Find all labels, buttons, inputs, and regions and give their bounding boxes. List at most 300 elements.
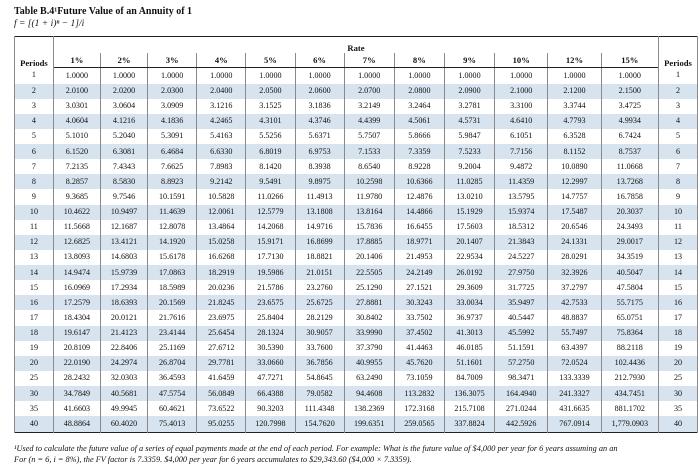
- factor-cell: 9.5491: [246, 174, 295, 189]
- factor-cell: 48.8837: [548, 310, 601, 325]
- factor-cell: 16.7858: [601, 189, 658, 204]
- table-row: [15, 174, 698, 189]
- factor-cell: 4.7793: [548, 114, 601, 129]
- factor-cell: 66.4388: [246, 386, 295, 401]
- period-cell-left: 30: [15, 386, 54, 401]
- factor-cell: 27.1521: [394, 280, 444, 295]
- period-cell-right: 15: [659, 280, 698, 295]
- factor-cell: 1.0000: [246, 68, 295, 84]
- factor-cell: 25.1169: [148, 341, 197, 356]
- period-cell-right: 12: [659, 235, 698, 250]
- factor-cell: 4.5731: [444, 114, 494, 129]
- factor-cell: 21.7616: [148, 310, 197, 325]
- factor-cell: 1.0000: [548, 68, 601, 84]
- factor-cell: 4.3746: [295, 114, 344, 129]
- table-row: [15, 310, 698, 325]
- period-cell-right: 2: [659, 84, 698, 99]
- factor-cell: 75.4013: [148, 416, 197, 432]
- factor-cell: 6.3528: [548, 129, 601, 144]
- period-cell-right: 25: [659, 371, 698, 386]
- factor-cell: 7.1533: [344, 144, 394, 159]
- factor-cell: 84.7009: [444, 371, 494, 386]
- period-cell-left: 8: [15, 174, 54, 189]
- rate-column-header: 2%: [100, 53, 147, 68]
- factor-cell: 8.9228: [394, 159, 444, 174]
- factor-cell: 31.7725: [495, 280, 548, 295]
- period-cell-left: 14: [15, 265, 54, 280]
- period-cell-right: 14: [659, 265, 698, 280]
- factor-cell: 41.6603: [53, 401, 100, 416]
- factor-cell: 13.4864: [197, 220, 246, 235]
- factor-cell: 9.8975: [295, 174, 344, 189]
- table-row: [15, 159, 698, 174]
- period-cell-left: 1: [15, 68, 54, 84]
- factor-cell: 1.0000: [197, 68, 246, 84]
- factor-cell: 21.0151: [295, 265, 344, 280]
- factor-cell: 29.3609: [444, 280, 494, 295]
- table-row: [15, 114, 698, 129]
- period-cell-left: 6: [15, 144, 54, 159]
- table-row: [15, 326, 698, 341]
- factor-cell: 2.0400: [197, 84, 246, 99]
- factor-cell: 33.9990: [344, 326, 394, 341]
- factor-cell: 45.5992: [495, 326, 548, 341]
- factor-cell: 32.0303: [100, 371, 147, 386]
- factor-cell: 30.8402: [344, 310, 394, 325]
- factor-cell: 33.7502: [394, 310, 444, 325]
- factor-cell: 16.8699: [295, 235, 344, 250]
- factor-cell: 133.3339: [548, 371, 601, 386]
- factor-cell: 23.4144: [148, 326, 197, 341]
- factor-cell: 17.7130: [246, 250, 295, 265]
- factor-cell: 12.4876: [394, 189, 444, 204]
- factor-cell: 6.9753: [295, 144, 344, 159]
- factor-cell: 13.0210: [444, 189, 494, 204]
- factor-cell: 5.3091: [148, 129, 197, 144]
- table-row: [15, 99, 698, 114]
- factor-cell: 28.0291: [548, 250, 601, 265]
- factor-cell: 172.3168: [394, 401, 444, 416]
- factor-cell: 25.6725: [295, 295, 344, 310]
- factor-cell: 17.2934: [100, 280, 147, 295]
- factor-cell: 21.3843: [495, 235, 548, 250]
- factor-cell: 7.2135: [53, 159, 100, 174]
- factor-cell: 6.3081: [100, 144, 147, 159]
- factor-cell: 15.9171: [246, 235, 295, 250]
- period-cell-right: 4: [659, 114, 698, 129]
- factor-cell: 11.0285: [444, 174, 494, 189]
- period-cell-left: 2: [15, 84, 54, 99]
- factor-cell: 23.2760: [295, 280, 344, 295]
- factor-cell: 22.0190: [53, 356, 100, 371]
- factor-cell: 5.1010: [53, 129, 100, 144]
- factor-cell: 1.0000: [148, 68, 197, 84]
- factor-cell: 20.1407: [444, 235, 494, 250]
- factor-cell: 25.8404: [246, 310, 295, 325]
- factor-cell: 6.4684: [148, 144, 197, 159]
- factor-cell: 3.0301: [53, 99, 100, 114]
- factor-cell: 21.4123: [100, 326, 147, 341]
- factor-cell: 47.5804: [601, 280, 658, 295]
- factor-cell: 36.4593: [148, 371, 197, 386]
- factor-cell: 5.5256: [246, 129, 295, 144]
- table-row: [15, 416, 698, 432]
- factor-cell: 442.5926: [495, 416, 548, 432]
- table-row: [15, 250, 698, 265]
- factor-cell: 15.9374: [495, 205, 548, 220]
- period-cell-left: 15: [15, 280, 54, 295]
- period-cell-left: 11: [15, 220, 54, 235]
- factor-cell: 4.1836: [148, 114, 197, 129]
- factor-cell: 1.0000: [495, 68, 548, 84]
- factor-cell: 73.1059: [394, 371, 444, 386]
- factor-cell: 14.9716: [295, 220, 344, 235]
- factor-cell: 337.8824: [444, 416, 494, 432]
- factor-cell: 138.2369: [344, 401, 394, 416]
- factor-cell: 42.7533: [548, 295, 601, 310]
- factor-cell: 6.6330: [197, 144, 246, 159]
- factor-cell: 13.8093: [53, 250, 100, 265]
- factor-cell: 12.8078: [148, 220, 197, 235]
- factor-cell: 13.1808: [295, 205, 344, 220]
- table-row: [15, 84, 698, 99]
- factor-cell: 13.5795: [495, 189, 548, 204]
- factor-cell: 13.4121: [100, 235, 147, 250]
- factor-cell: 2.0200: [100, 84, 147, 99]
- factor-cell: 37.2797: [548, 280, 601, 295]
- factor-cell: 4.6410: [495, 114, 548, 129]
- factor-cell: 9.4872: [495, 159, 548, 174]
- factor-cell: 10.6366: [394, 174, 444, 189]
- factor-cell: 28.1324: [246, 326, 295, 341]
- factor-cell: 7.3359: [394, 144, 444, 159]
- factor-cell: 16.6268: [197, 250, 246, 265]
- factor-cell: 7.6625: [148, 159, 197, 174]
- factor-cell: 17.0863: [148, 265, 197, 280]
- factor-cell: 20.1569: [148, 295, 197, 310]
- factor-cell: 24.2974: [100, 356, 147, 371]
- factor-cell: 6.1520: [53, 144, 100, 159]
- period-cell-right: 11: [659, 220, 698, 235]
- factor-cell: 36.9737: [444, 310, 494, 325]
- factor-cell: 7.7156: [495, 144, 548, 159]
- factor-cell: 14.4866: [394, 205, 444, 220]
- period-cell-left: 17: [15, 310, 54, 325]
- factor-cell: 51.1601: [444, 356, 494, 371]
- factor-cell: 95.0255: [197, 416, 246, 432]
- formula-text: f = [(1 + i)ⁿ − 1]/i: [14, 19, 85, 29]
- period-cell-right: 17: [659, 310, 698, 325]
- factor-cell: 22.9534: [444, 250, 494, 265]
- factor-cell: 25.6454: [197, 326, 246, 341]
- factor-cell: 8.1420: [246, 159, 295, 174]
- factor-cell: 51.1591: [495, 341, 548, 356]
- factor-cell: 14.2068: [246, 220, 295, 235]
- factor-cell: 271.0244: [495, 401, 548, 416]
- rate-column-header: 10%: [495, 53, 548, 68]
- rate-header-row: [15, 37, 698, 54]
- factor-cell: 7.8983: [197, 159, 246, 174]
- factor-cell: 4.0604: [53, 114, 100, 129]
- annuity-table: [14, 36, 698, 433]
- factor-cell: 5.8666: [394, 129, 444, 144]
- rate-column-header: 5%: [246, 53, 295, 68]
- factor-cell: 33.0660: [246, 356, 295, 371]
- factor-cell: 35.9497: [495, 295, 548, 310]
- table-row: [15, 341, 698, 356]
- table-row: [15, 356, 698, 371]
- period-cell-left: 5: [15, 129, 54, 144]
- factor-cell: 25.1290: [344, 280, 394, 295]
- factor-cell: 20.1406: [344, 250, 394, 265]
- table-row: [15, 189, 698, 204]
- factor-cell: 881.1702: [601, 401, 658, 416]
- factor-cell: 12.2997: [548, 174, 601, 189]
- factor-cell: 2.0900: [444, 84, 494, 99]
- factor-cell: 199.6351: [344, 416, 394, 432]
- factor-cell: 11.4359: [495, 174, 548, 189]
- factor-cell: 63.2490: [344, 371, 394, 386]
- period-cell-left: 10: [15, 205, 54, 220]
- factor-cell: 10.2598: [344, 174, 394, 189]
- factor-cell: 3.2464: [394, 99, 444, 114]
- factor-cell: 23.6975: [197, 310, 246, 325]
- period-cell-left: 7: [15, 159, 54, 174]
- factor-cell: 20.0236: [197, 280, 246, 295]
- rate-header: Rate: [347, 43, 365, 53]
- rate-column-header: 3%: [148, 53, 197, 68]
- period-cell-left: 4: [15, 114, 54, 129]
- factor-cell: 3.1836: [295, 99, 344, 114]
- factor-cell: 1.0000: [100, 68, 147, 84]
- factor-cell: 46.0185: [444, 341, 494, 356]
- factor-cell: 10.9497: [100, 205, 147, 220]
- factor-cell: 34.3519: [601, 250, 658, 265]
- factor-cell: 9.2004: [444, 159, 494, 174]
- period-cell-right: 19: [659, 341, 698, 356]
- factor-cell: 15.9739: [100, 265, 147, 280]
- factor-cell: 18.9771: [394, 235, 444, 250]
- factor-cell: 27.6712: [197, 341, 246, 356]
- factor-cell: 9.3685: [53, 189, 100, 204]
- factor-cell: 4.5061: [394, 114, 444, 129]
- period-cell-right: 40: [659, 416, 698, 432]
- table-row: [15, 280, 698, 295]
- factor-cell: 17.5487: [548, 205, 601, 220]
- factor-cell: 90.3203: [246, 401, 295, 416]
- factor-cell: 18.5989: [148, 280, 197, 295]
- factor-cell: 3.4725: [601, 99, 658, 114]
- factor-cell: 2.1200: [548, 84, 601, 99]
- table-row: [15, 235, 698, 250]
- period-cell-right: 35: [659, 401, 698, 416]
- factor-cell: 8.8923: [148, 174, 197, 189]
- rate-column-header: 12%: [548, 53, 601, 68]
- period-cell-right: 30: [659, 386, 698, 401]
- factor-cell: 65.0751: [601, 310, 658, 325]
- table-title: Table B.4¹Future Value of an Annuity of 1: [14, 6, 193, 17]
- factor-cell: 113.2832: [394, 386, 444, 401]
- factor-cell: 24.3493: [601, 220, 658, 235]
- factor-cell: 3.0909: [148, 99, 197, 114]
- factor-cell: 21.4953: [394, 250, 444, 265]
- factor-cell: 11.0266: [246, 189, 295, 204]
- factor-cell: 3.2781: [444, 99, 494, 114]
- factor-cell: 1.0000: [394, 68, 444, 84]
- factor-cell: 18.4304: [53, 310, 100, 325]
- factor-cell: 4.1216: [100, 114, 147, 129]
- period-cell-left: 20: [15, 356, 54, 371]
- factor-cell: 63.4397: [548, 341, 601, 356]
- period-cell-right: 20: [659, 356, 698, 371]
- factor-cell: 8.1152: [548, 144, 601, 159]
- factor-cell: 241.3327: [548, 386, 601, 401]
- rate-column-header: 6%: [295, 53, 344, 68]
- factor-cell: 30.9057: [295, 326, 344, 341]
- factor-cell: 3.3100: [495, 99, 548, 114]
- table-body: [15, 68, 698, 433]
- factor-cell: 11.5668: [53, 220, 100, 235]
- factor-cell: 2.0100: [53, 84, 100, 99]
- factor-cell: 72.0524: [548, 356, 601, 371]
- factor-cell: 10.1591: [148, 189, 197, 204]
- factor-cell: 57.2750: [495, 356, 548, 371]
- periods-header-left: Periods: [15, 37, 54, 68]
- factor-cell: 41.4463: [394, 341, 444, 356]
- factor-cell: 2.0500: [246, 84, 295, 99]
- factor-cell: 34.7849: [53, 386, 100, 401]
- factor-cell: 32.3926: [548, 265, 601, 280]
- factor-cell: 73.6522: [197, 401, 246, 416]
- factor-cell: 28.2432: [53, 371, 100, 386]
- period-cell-left: 18: [15, 326, 54, 341]
- factor-cell: 16.0969: [53, 280, 100, 295]
- factor-cell: 12.1687: [100, 220, 147, 235]
- factor-cell: 79.0582: [295, 386, 344, 401]
- factor-cell: 8.6540: [344, 159, 394, 174]
- factor-cell: 767.0914: [548, 416, 601, 432]
- factor-cell: 10.0890: [548, 159, 601, 174]
- factor-cell: 98.3471: [495, 371, 548, 386]
- period-cell-left: 40: [15, 416, 54, 432]
- factor-cell: 47.7271: [246, 371, 295, 386]
- factor-cell: 14.1920: [148, 235, 197, 250]
- footnote-line-1: ¹Used to calculate the future value of a series of equal payments made at the end of each period. For example: What is the future value of $4,000 per year for 6 years assuming an an: [14, 444, 618, 453]
- factor-cell: 7.4343: [100, 159, 147, 174]
- factor-cell: 37.4502: [394, 326, 444, 341]
- factor-cell: 21.5786: [246, 280, 295, 295]
- period-cell-right: 3: [659, 99, 698, 114]
- factor-cell: 5.6371: [295, 129, 344, 144]
- factor-cell: 154.7620: [295, 416, 344, 432]
- factor-cell: 3.0604: [100, 99, 147, 114]
- factor-cell: 4.4399: [344, 114, 394, 129]
- factor-cell: 22.8406: [100, 341, 147, 356]
- factor-cell: 19.6147: [53, 326, 100, 341]
- period-cell-right: 16: [659, 295, 698, 310]
- factor-cell: 23.6575: [246, 295, 295, 310]
- factor-cell: 29.0017: [601, 235, 658, 250]
- rate-columns-row: [15, 53, 698, 68]
- factor-cell: 2.1000: [495, 84, 548, 99]
- table-row: [15, 265, 698, 280]
- factor-cell: 1.0000: [344, 68, 394, 84]
- factor-cell: 24.1331: [548, 235, 601, 250]
- footnote-line-2: For (n = 6, i = 8%), the FV factor is 7.3359. $4,000 per year for 6 years accumulates to $29,343.60 ($4,000 × 7.3359).: [14, 455, 412, 464]
- periods-header-right: Periods: [659, 37, 698, 68]
- period-cell-left: 35: [15, 401, 54, 416]
- factor-cell: 12.6825: [53, 235, 100, 250]
- factor-cell: 431.6635: [548, 401, 601, 416]
- factor-cell: 15.1929: [444, 205, 494, 220]
- factor-cell: 5.2040: [100, 129, 147, 144]
- factor-cell: 27.8881: [344, 295, 394, 310]
- factor-cell: 29.7781: [197, 356, 246, 371]
- factor-cell: 7.5233: [444, 144, 494, 159]
- factor-cell: 136.3075: [444, 386, 494, 401]
- factor-cell: 11.9780: [344, 189, 394, 204]
- factor-cell: 55.7175: [601, 295, 658, 310]
- factor-cell: 8.7537: [601, 144, 658, 159]
- period-cell-left: 3: [15, 99, 54, 114]
- factor-cell: 30.3243: [394, 295, 444, 310]
- factor-cell: 22.5505: [344, 265, 394, 280]
- factor-cell: 49.9945: [100, 401, 147, 416]
- factor-cell: 30.5390: [246, 341, 295, 356]
- period-cell-left: 16: [15, 295, 54, 310]
- factor-cell: 4.9934: [601, 114, 658, 129]
- factor-cell: 2.0700: [344, 84, 394, 99]
- factor-cell: 19.5986: [246, 265, 295, 280]
- factor-cell: 45.7620: [394, 356, 444, 371]
- factor-cell: 33.7600: [295, 341, 344, 356]
- factor-cell: 4.2465: [197, 114, 246, 129]
- factor-cell: 8.5830: [100, 174, 147, 189]
- factor-cell: 41.3013: [444, 326, 494, 341]
- table-row: [15, 401, 698, 416]
- factor-cell: 4.3101: [246, 114, 295, 129]
- period-cell-right: 9: [659, 189, 698, 204]
- factor-cell: 14.6803: [100, 250, 147, 265]
- factor-cell: 215.7108: [444, 401, 494, 416]
- factor-cell: 48.8864: [53, 416, 100, 432]
- period-cell-right: 1: [659, 68, 698, 84]
- rate-column-header: 9%: [444, 53, 494, 68]
- factor-cell: 20.8109: [53, 341, 100, 356]
- period-cell-right: 8: [659, 174, 698, 189]
- factor-cell: 88.2118: [601, 341, 658, 356]
- rate-column-header: 1%: [53, 53, 100, 68]
- factor-cell: 37.3790: [344, 341, 394, 356]
- factor-cell: 10.5828: [197, 189, 246, 204]
- factor-cell: 17.8885: [344, 235, 394, 250]
- rate-column-header: 8%: [394, 53, 444, 68]
- factor-cell: 54.8645: [295, 371, 344, 386]
- factor-cell: 1.0000: [53, 68, 100, 84]
- factor-cell: 20.0121: [100, 310, 147, 325]
- factor-cell: 5.9847: [444, 129, 494, 144]
- period-cell-right: 5: [659, 129, 698, 144]
- factor-cell: 13.7268: [601, 174, 658, 189]
- factor-cell: 16.6455: [394, 220, 444, 235]
- factor-cell: 18.2919: [197, 265, 246, 280]
- period-cell-left: 9: [15, 189, 54, 204]
- factor-cell: 2.1500: [601, 84, 658, 99]
- table-row: [15, 68, 698, 84]
- factor-cell: 11.4913: [295, 189, 344, 204]
- factor-cell: 111.4348: [295, 401, 344, 416]
- period-cell-right: 18: [659, 326, 698, 341]
